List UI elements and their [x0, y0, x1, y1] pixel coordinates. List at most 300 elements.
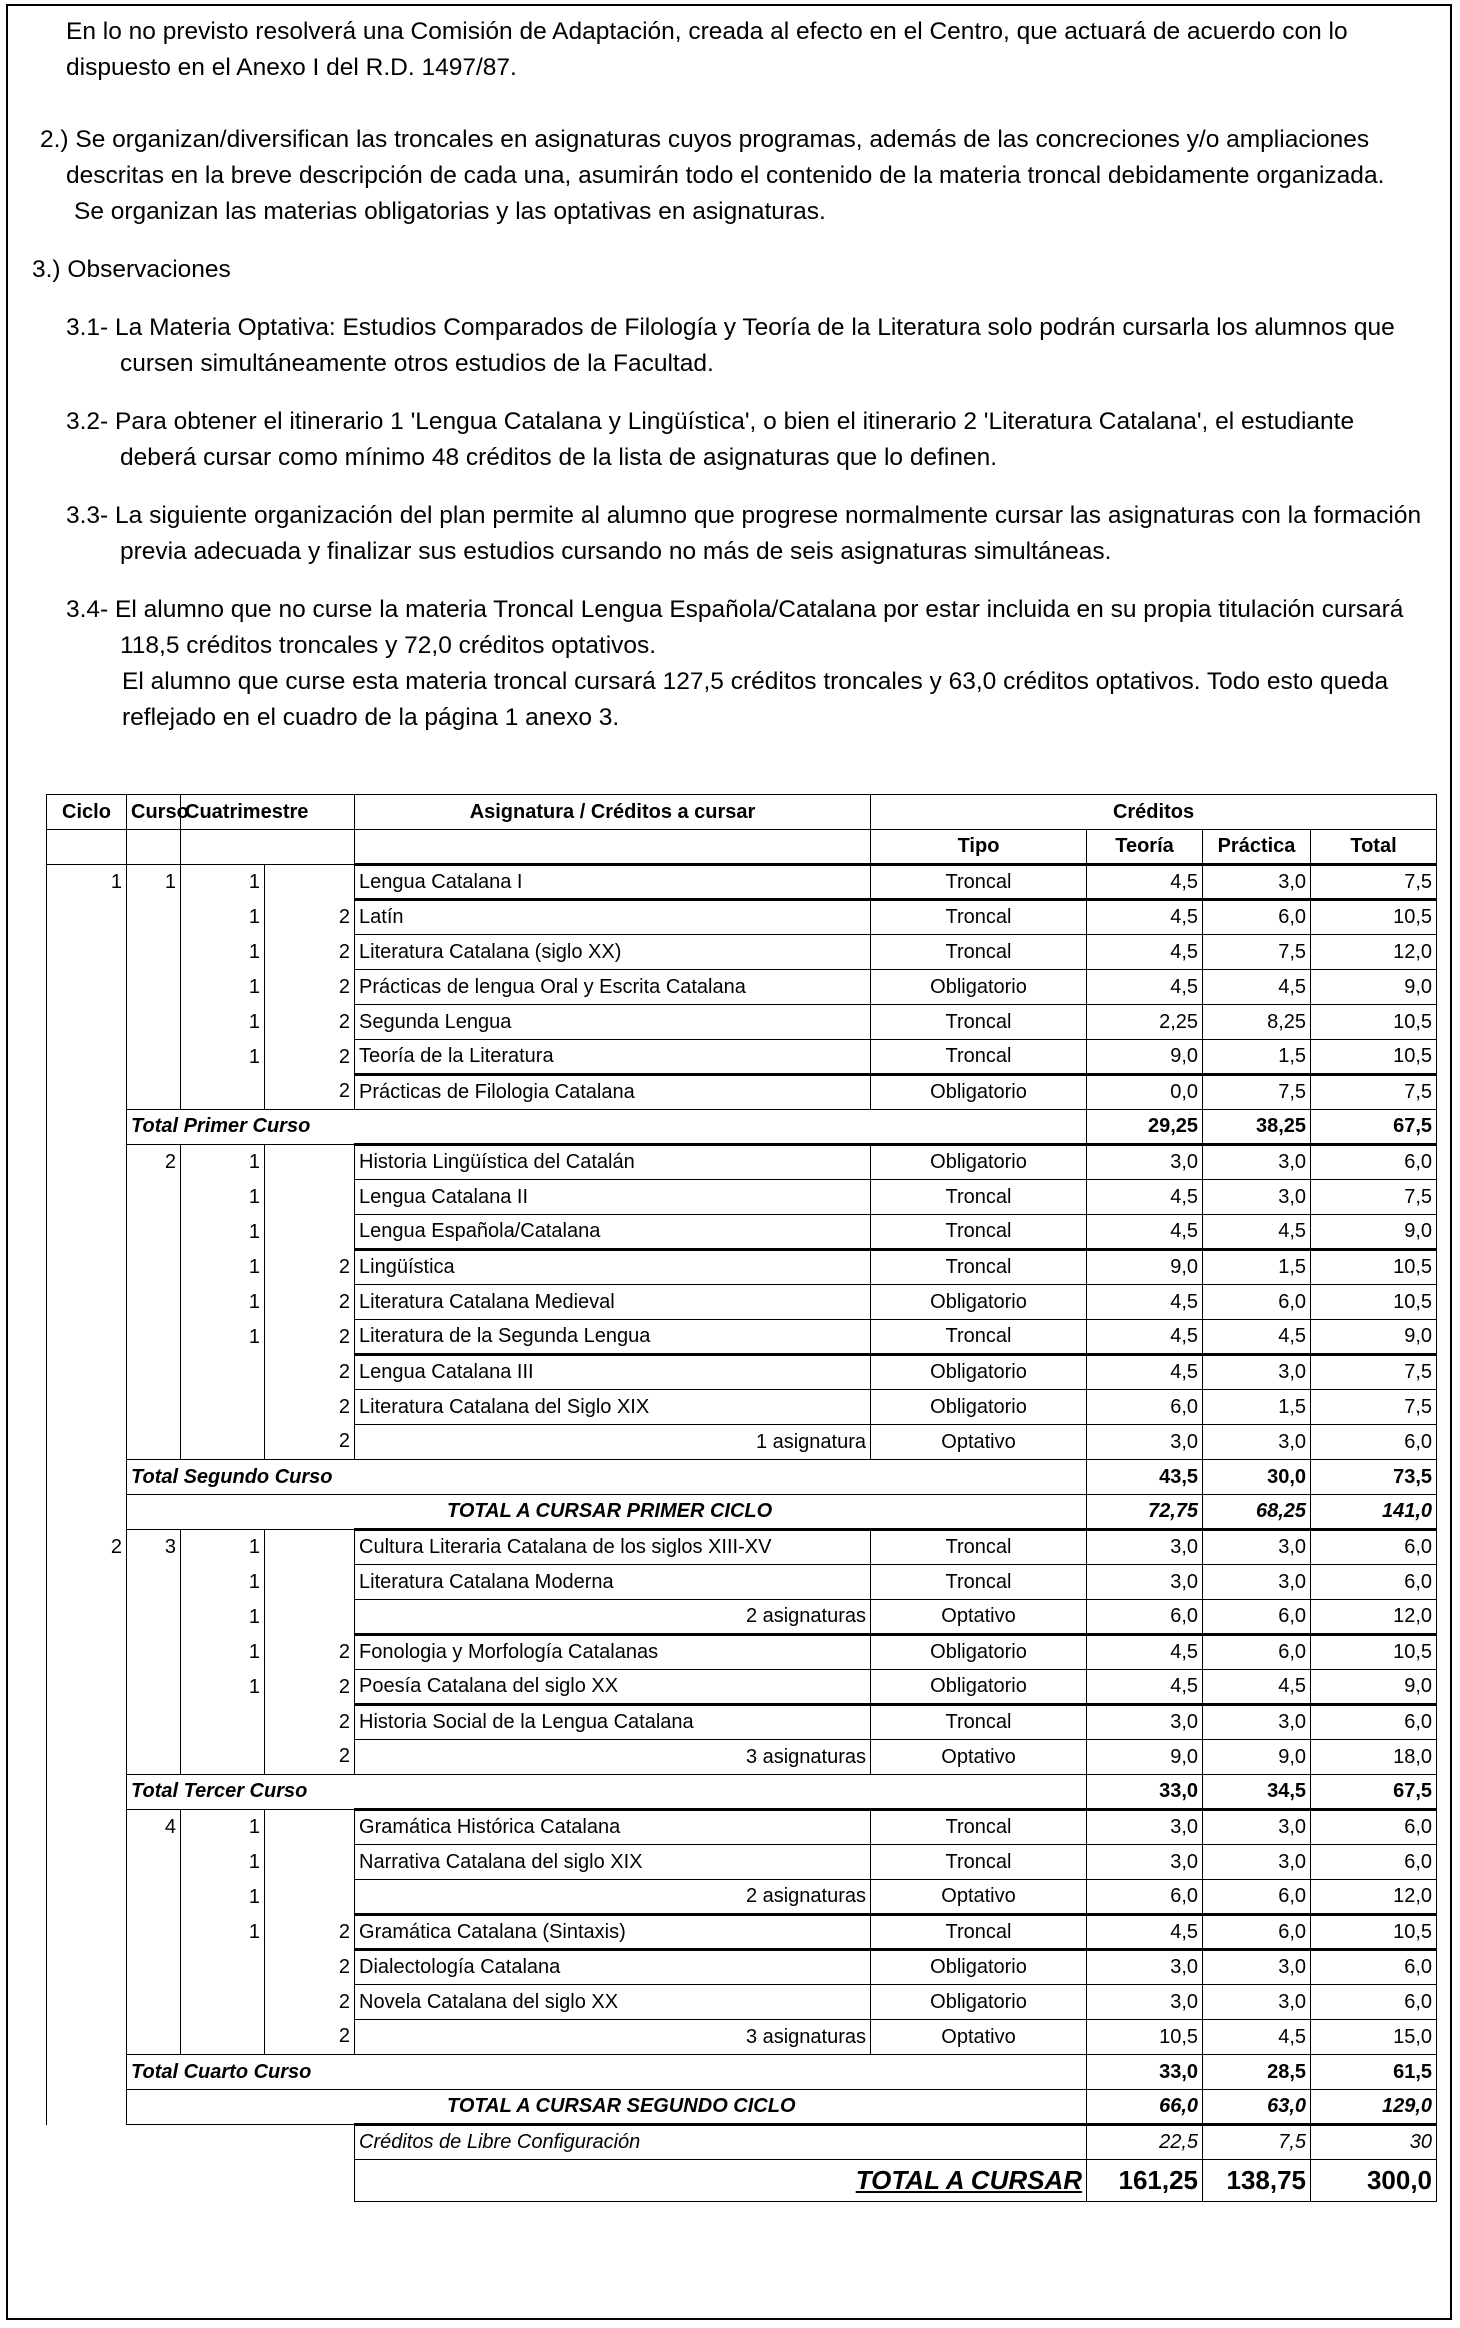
practica-value: 138,75 [1203, 2160, 1311, 2202]
table-row [47, 970, 1437, 1005]
total-value: 61,5 [1311, 2055, 1437, 2090]
total-label: TOTAL A CURSAR PRIMER CICLO [127, 1495, 1087, 1530]
total-value: 10,5 [1311, 1250, 1437, 1285]
practica-value: 6,0 [1203, 1915, 1311, 1950]
teoria-value: 33,0 [1087, 2055, 1203, 2090]
cuatrimestre-1-cell [181, 1075, 265, 1110]
cuatrimestre-2-cell: 2 [265, 1040, 355, 1075]
ciclo-cell [47, 1950, 127, 1985]
total-value: 12,0 [1311, 1880, 1437, 1915]
tipo-cell: Obligatorio [871, 1950, 1087, 1985]
curso-cell [127, 2020, 181, 2055]
curso-cell [127, 1845, 181, 1880]
practica-value: 3,0 [1203, 1985, 1311, 2020]
practica-value: 3,0 [1203, 1355, 1311, 1390]
asignatura-cell: 2 asignaturas [355, 1600, 871, 1635]
practica-value: 3,0 [1203, 1565, 1311, 1600]
curso-cell [127, 1075, 181, 1110]
tipo-cell: Troncal [871, 935, 1087, 970]
total-row-curso [47, 2055, 1437, 2090]
tipo-cell: Optativo [871, 1600, 1087, 1635]
teoria-value: 72,75 [1087, 1495, 1203, 1530]
curso-cell [127, 1985, 181, 2020]
table-row [47, 1740, 1437, 1775]
table-row [47, 1670, 1437, 1705]
teoria-value: 4,5 [1087, 1320, 1203, 1355]
teoria-value: 2,25 [1087, 1005, 1203, 1040]
asignatura-cell: Gramática Histórica Catalana [355, 1810, 871, 1845]
curso-cell [127, 1635, 181, 1670]
teoria-value: 4,5 [1087, 865, 1203, 900]
total-row-ciclo [47, 2090, 1437, 2125]
table-row [47, 1705, 1437, 1740]
ciclo-cell [47, 1670, 127, 1705]
tipo-cell: Troncal [871, 1215, 1087, 1250]
cuatrimestre-2-cell [265, 1215, 355, 1250]
ciclo-cell [47, 1320, 127, 1355]
table-row [47, 1425, 1437, 1460]
cuatrimestre-2-cell: 2 [265, 1285, 355, 1320]
cuatrimestre-1-cell: 1 [181, 900, 265, 935]
cuatrimestre-2-cell: 2 [265, 970, 355, 1005]
practica-value: 30,0 [1203, 1460, 1311, 1495]
cuatrimestre-2-cell [265, 1530, 355, 1565]
header-cuatrimestre: Cuatrimestre [181, 795, 355, 830]
total-value: 10,5 [1311, 1285, 1437, 1320]
table-row [47, 1040, 1437, 1075]
observacion-3-2-label: 3.2- [66, 408, 109, 435]
tipo-cell: Troncal [871, 1250, 1087, 1285]
total-label: Total Tercer Curso [127, 1775, 1087, 1810]
practica-value: 1,5 [1203, 1390, 1311, 1425]
cuatrimestre-1-cell [181, 1355, 265, 1390]
practica-value: 6,0 [1203, 1285, 1311, 1320]
tipo-cell: Optativo [871, 2020, 1087, 2055]
total-value: 6,0 [1311, 1705, 1437, 1740]
practica-value: 1,5 [1203, 1040, 1311, 1075]
cuatrimestre-1-cell [181, 2020, 265, 2055]
cuatrimestre-2-cell [265, 1600, 355, 1635]
practica-value: 3,0 [1203, 1810, 1311, 1845]
table-row [47, 1075, 1437, 1110]
total-value: 300,0 [1311, 2160, 1437, 2202]
teoria-value: 3,0 [1087, 1145, 1203, 1180]
total-label: Total Primer Curso [127, 1110, 1087, 1145]
table-row [47, 1950, 1437, 1985]
ciclo-cell [47, 935, 127, 970]
paragraph-comision: En lo no previsto resolverá una Comisión de Adaptación, creada al efecto en el Centro, que actuará de acuerdo con lo dispuesto en el Anexo I del R.D. 1497/87. [66, 18, 1348, 81]
teoria-value: 4,5 [1087, 1180, 1203, 1215]
plan-table [46, 794, 1437, 2202]
tipo-cell: Troncal [871, 1320, 1087, 1355]
cuatrimestre-2-cell [265, 1145, 355, 1180]
observacion-3-2-text: Para obtener el itinerario 1 'Lengua Catalana y Lingüística', o bien el itinerario 2 'Literatura Catalana', el estudiante deberá cursar como mínimo 48 créditos de la lista de asignaturas que lo definen. [115, 408, 1355, 471]
teoria-value: 3,0 [1087, 1705, 1203, 1740]
teoria-value: 29,25 [1087, 1110, 1203, 1145]
cuatrimestre-2-cell [265, 1845, 355, 1880]
paragraph-troncales-text: 2.) Se organizan/diversifican las troncales en asignaturas cuyos programas, además de las concreciones y/o ampliaciones descritas en la breve descripción de cada una, asumirán todo el contenido de la materia troncal debidamente organizada. [40, 126, 1385, 189]
practica-value: 6,0 [1203, 900, 1311, 935]
cuatrimestre-2-cell [265, 1180, 355, 1215]
practica-value: 1,5 [1203, 1250, 1311, 1285]
cuatrimestre-1-cell: 1 [181, 1250, 265, 1285]
header-blank [47, 830, 127, 865]
cuatrimestre-1-cell [181, 1985, 265, 2020]
ciclo-cell [47, 1845, 127, 1880]
cuatrimestre-1-cell: 1 [181, 1565, 265, 1600]
teoria-value: 3,0 [1087, 1985, 1203, 2020]
ciclo-cell [47, 900, 127, 935]
total-value: 6,0 [1311, 1425, 1437, 1460]
cuatrimestre-2-cell: 2 [265, 1250, 355, 1285]
teoria-value: 3,0 [1087, 1845, 1203, 1880]
total-value: 9,0 [1311, 970, 1437, 1005]
cuatrimestre-2-cell [265, 1810, 355, 1845]
total-label: Total Segundo Curso [127, 1460, 1087, 1495]
total-value: 6,0 [1311, 1565, 1437, 1600]
tipo-cell: Obligatorio [871, 1390, 1087, 1425]
curso-cell [127, 970, 181, 1005]
practica-value: 3,0 [1203, 1425, 1311, 1460]
practica-value: 4,5 [1203, 1320, 1311, 1355]
table-row [47, 1390, 1437, 1425]
header-practica: Práctica [1203, 830, 1311, 865]
asignatura-cell: Literatura Catalana del Siglo XIX [355, 1390, 871, 1425]
plan-body [47, 865, 1437, 2202]
header-teoria: Teoría [1087, 830, 1203, 865]
teoria-value: 4,5 [1087, 970, 1203, 1005]
total-label: Total Cuarto Curso [127, 2055, 1087, 2090]
table-row [47, 1985, 1437, 2020]
teoria-value: 4,5 [1087, 1670, 1203, 1705]
table-row [47, 1915, 1437, 1950]
practica-value: 34,5 [1203, 1775, 1311, 1810]
cuatrimestre-2-cell: 2 [265, 1425, 355, 1460]
cuatrimestre-1-cell: 1 [181, 1215, 265, 1250]
practica-value: 7,5 [1203, 2125, 1311, 2160]
total-value: 7,5 [1311, 1180, 1437, 1215]
cuatrimestre-1-cell: 1 [181, 1880, 265, 1915]
cuatrimestre-1-cell [181, 1950, 265, 1985]
asignatura-cell: Teoría de la Literatura [355, 1040, 871, 1075]
practica-value: 38,25 [1203, 1110, 1311, 1145]
ciclo-cell [47, 1250, 127, 1285]
ciclo-cell [47, 2055, 127, 2090]
observacion-3-3-text: La siguiente organización del plan permite al alumno que progrese normalmente cursar las asignaturas con la formación previa adecuada y finalizar sus estudios cursando no más de seis asignaturas simultáneas. [115, 502, 1422, 565]
cuatrimestre-1-cell [181, 1740, 265, 1775]
curso-cell [127, 1285, 181, 1320]
cuatrimestre-1-cell: 1 [181, 1810, 265, 1845]
tipo-cell: Obligatorio [871, 1145, 1087, 1180]
practica-value: 6,0 [1203, 1635, 1311, 1670]
total-label: TOTAL A CURSAR SEGUNDO CICLO [127, 2090, 1087, 2125]
total-value: 10,5 [1311, 1040, 1437, 1075]
cuatrimestre-1-cell [181, 1390, 265, 1425]
ciclo-cell: 2 [47, 1530, 127, 1565]
tipo-cell: Troncal [871, 865, 1087, 900]
ciclo-cell [47, 1810, 127, 1845]
curso-cell: 4 [127, 1810, 181, 1845]
observacion-3-4 [66, 592, 1436, 664]
paragraph-troncales [40, 122, 1436, 194]
total-label: Créditos de Libre Configuración [355, 2125, 1087, 2160]
cuatrimestre-1-cell: 1 [181, 1040, 265, 1075]
total-value: 12,0 [1311, 1600, 1437, 1635]
teoria-value: 4,5 [1087, 1285, 1203, 1320]
observacion-3-1-label: 3.1- [66, 314, 109, 341]
teoria-value: 3,0 [1087, 1810, 1203, 1845]
total-value: 18,0 [1311, 1740, 1437, 1775]
teoria-value: 6,0 [1087, 1600, 1203, 1635]
total-value: 10,5 [1311, 1915, 1437, 1950]
ciclo-cell [47, 1880, 127, 1915]
ciclo-cell [47, 1495, 127, 1530]
practica-value: 6,0 [1203, 1600, 1311, 1635]
cuatrimestre-1-cell [181, 1425, 265, 1460]
cuatrimestre-2-cell: 2 [265, 1320, 355, 1355]
teoria-value: 6,0 [1087, 1880, 1203, 1915]
header-blank [355, 830, 871, 865]
practica-value: 28,5 [1203, 2055, 1311, 2090]
cuatrimestre-1-cell: 1 [181, 1670, 265, 1705]
asignatura-cell: Latín [355, 900, 871, 935]
total-row-grand [47, 2160, 1437, 2202]
table-row [47, 1215, 1437, 1250]
tipo-cell: Troncal [871, 1005, 1087, 1040]
total-value: 73,5 [1311, 1460, 1437, 1495]
teoria-value: 3,0 [1087, 1530, 1203, 1565]
cuatrimestre-1-cell: 1 [181, 1635, 265, 1670]
asignatura-cell: Lengua Española/Catalana [355, 1215, 871, 1250]
asignatura-cell: 1 asignatura [355, 1425, 871, 1460]
curso-cell: 2 [127, 1145, 181, 1180]
table-row [47, 1810, 1437, 1845]
ciclo-cell [47, 1775, 127, 1810]
curso-cell [127, 1390, 181, 1425]
table-row [47, 1285, 1437, 1320]
ciclo-cell [47, 2020, 127, 2055]
curso-cell [127, 1950, 181, 1985]
asignatura-cell: Historia Lingüística del Catalán [355, 1145, 871, 1180]
ciclo-cell [47, 1600, 127, 1635]
cuatrimestre-1-cell: 1 [181, 1845, 265, 1880]
asignatura-cell: Literatura de la Segunda Lengua [355, 1320, 871, 1355]
ciclo-cell [47, 1285, 127, 1320]
teoria-value: 10,5 [1087, 2020, 1203, 2055]
curso-cell [127, 1215, 181, 1250]
practica-value: 6,0 [1203, 1880, 1311, 1915]
total-row-curso [47, 1775, 1437, 1810]
header-blank [181, 830, 355, 865]
tipo-cell: Optativo [871, 1425, 1087, 1460]
ciclo-cell [47, 1705, 127, 1740]
practica-value: 4,5 [1203, 1215, 1311, 1250]
total-value: 9,0 [1311, 1215, 1437, 1250]
total-value: 141,0 [1311, 1495, 1437, 1530]
ciclo-cell [47, 1565, 127, 1600]
header-tipo: Tipo [871, 830, 1087, 865]
observacion-3-1-text: La Materia Optativa: Estudios Comparados de Filología y Teoría de la Literatura solo podrán cursarla los alumnos que cursen simultáneamente otros estudios de la Facultad. [115, 314, 1395, 377]
cuatrimestre-2-cell: 2 [265, 1635, 355, 1670]
practica-value: 8,25 [1203, 1005, 1311, 1040]
asignatura-cell: Lengua Catalana III [355, 1355, 871, 1390]
total-value: 6,0 [1311, 1950, 1437, 1985]
practica-value: 9,0 [1203, 1740, 1311, 1775]
tipo-cell: Troncal [871, 1810, 1087, 1845]
asignatura-cell: Gramática Catalana (Sintaxis) [355, 1915, 871, 1950]
curso-cell [127, 1180, 181, 1215]
teoria-value: 4,5 [1087, 900, 1203, 935]
asignatura-cell: Lengua Catalana I [355, 865, 871, 900]
teoria-value: 4,5 [1087, 1215, 1203, 1250]
table-row [47, 1250, 1437, 1285]
observacion-3-4-b: El alumno que curse esta materia troncal cursará 127,5 créditos troncales y 63,0 créditos optativos. Todo esto queda reflejado en el cuadro de la página 1 anexo 3. [122, 668, 1389, 731]
total-row-curso [47, 1110, 1437, 1145]
tipo-cell: Obligatorio [871, 970, 1087, 1005]
total-value: 67,5 [1311, 1775, 1437, 1810]
cuatrimestre-1-cell [181, 1705, 265, 1740]
tipo-cell: Troncal [871, 1040, 1087, 1075]
total-value: 9,0 [1311, 1670, 1437, 1705]
total-value: 6,0 [1311, 1145, 1437, 1180]
teoria-value: 4,5 [1087, 1915, 1203, 1950]
asignatura-cell: Narrativa Catalana del siglo XIX [355, 1845, 871, 1880]
asignatura-cell: Fonologia y Morfología Catalanas [355, 1635, 871, 1670]
curso-cell [127, 1355, 181, 1390]
practica-value: 3,0 [1203, 1950, 1311, 1985]
practica-value: 3,0 [1203, 1530, 1311, 1565]
total-value: 67,5 [1311, 1110, 1437, 1145]
asignatura-cell: 2 asignaturas [355, 1880, 871, 1915]
header-creditos: Créditos [871, 795, 1437, 830]
cuatrimestre-1-cell: 1 [181, 1005, 265, 1040]
cuatrimestre-2-cell [265, 865, 355, 900]
curso-cell [127, 1320, 181, 1355]
table-row [47, 1180, 1437, 1215]
ciclo-cell [47, 1075, 127, 1110]
curso-cell: 3 [127, 1530, 181, 1565]
tipo-cell: Troncal [871, 900, 1087, 935]
total-row-curso [47, 1460, 1437, 1495]
tipo-cell: Obligatorio [871, 1985, 1087, 2020]
header-row-2 [47, 830, 1437, 865]
table-row [47, 935, 1437, 970]
total-value: 10,5 [1311, 1635, 1437, 1670]
observacion-3-2 [66, 404, 1436, 476]
table-row [47, 1880, 1437, 1915]
cuatrimestre-1-cell: 1 [181, 865, 265, 900]
tipo-cell: Obligatorio [871, 1670, 1087, 1705]
asignatura-cell: Literatura Catalana Medieval [355, 1285, 871, 1320]
curso-cell [127, 1740, 181, 1775]
cuatrimestre-1-cell: 1 [181, 970, 265, 1005]
practica-value: 4,5 [1203, 970, 1311, 1005]
asignatura-cell: Novela Catalana del siglo XX [355, 1985, 871, 2020]
asignatura-cell: Lengua Catalana II [355, 1180, 871, 1215]
intro-text [32, 14, 1436, 736]
table-row [47, 900, 1437, 935]
teoria-value: 3,0 [1087, 1425, 1203, 1460]
ciclo-cell [47, 2090, 127, 2125]
paragraph-materias: Se organizan las materias obligatorias y las optativas en asignaturas. [74, 198, 826, 225]
tipo-cell: Troncal [871, 1705, 1087, 1740]
ciclo-cell [47, 1005, 127, 1040]
cuatrimestre-2-cell: 2 [265, 1985, 355, 2020]
cuatrimestre-2-cell [265, 1880, 355, 1915]
ciclo-cell: 1 [47, 865, 127, 900]
curso-cell [127, 1915, 181, 1950]
cuatrimestre-1-cell: 1 [181, 1530, 265, 1565]
practica-value: 3,0 [1203, 1145, 1311, 1180]
grand-total-label: TOTAL A CURSAR [355, 2160, 1087, 2202]
ciclo-cell [47, 1110, 127, 1145]
teoria-value: 9,0 [1087, 1040, 1203, 1075]
curso-cell [127, 1005, 181, 1040]
total-value: 30 [1311, 2125, 1437, 2160]
curso-cell [127, 900, 181, 935]
observacion-3-1 [66, 310, 1436, 382]
ciclo-cell [47, 970, 127, 1005]
asignatura-cell: Segunda Lengua [355, 1005, 871, 1040]
cuatrimestre-2-cell: 2 [265, 1390, 355, 1425]
practica-value: 63,0 [1203, 2090, 1311, 2125]
tipo-cell: Obligatorio [871, 1635, 1087, 1670]
teoria-value: 9,0 [1087, 1740, 1203, 1775]
curso-cell: 1 [127, 865, 181, 900]
tipo-cell: Troncal [871, 1845, 1087, 1880]
cuatrimestre-2-cell: 2 [265, 900, 355, 935]
curso-cell [127, 1880, 181, 1915]
table-row [47, 1145, 1437, 1180]
ciclo-cell [47, 1180, 127, 1215]
header-total: Total [1311, 830, 1437, 865]
curso-cell [127, 1040, 181, 1075]
tipo-cell: Obligatorio [871, 1075, 1087, 1110]
cuatrimestre-2-cell: 2 [265, 1705, 355, 1740]
teoria-value: 0,0 [1087, 1075, 1203, 1110]
teoria-value: 3,0 [1087, 1950, 1203, 1985]
cuatrimestre-2-cell: 2 [265, 1005, 355, 1040]
curso-cell [127, 1250, 181, 1285]
cuatrimestre-1-cell: 1 [181, 1600, 265, 1635]
ciclo-cell [47, 1390, 127, 1425]
asignatura-cell: Literatura Catalana Moderna [355, 1565, 871, 1600]
table-row [47, 1320, 1437, 1355]
asignatura-cell: 3 asignaturas [355, 2020, 871, 2055]
ciclo-cell [47, 1355, 127, 1390]
header-row-1 [47, 795, 1437, 830]
teoria-value: 6,0 [1087, 1390, 1203, 1425]
teoria-value: 4,5 [1087, 935, 1203, 970]
total-value: 10,5 [1311, 900, 1437, 935]
header-ciclo: Ciclo [47, 795, 127, 830]
tipo-cell: Troncal [871, 1915, 1087, 1950]
total-value: 10,5 [1311, 1005, 1437, 1040]
total-value: 7,5 [1311, 865, 1437, 900]
cuatrimestre-1-cell: 1 [181, 1145, 265, 1180]
practica-value: 3,0 [1203, 1845, 1311, 1880]
practica-value: 7,5 [1203, 1075, 1311, 1110]
curso-cell [127, 935, 181, 970]
practica-value: 4,5 [1203, 2020, 1311, 2055]
teoria-value: 22,5 [1087, 2125, 1203, 2160]
asignatura-cell: 3 asignaturas [355, 1740, 871, 1775]
tipo-cell: Troncal [871, 1565, 1087, 1600]
cuatrimestre-2-cell: 2 [265, 1915, 355, 1950]
ciclo-cell [47, 1985, 127, 2020]
cuatrimestre-2-cell: 2 [265, 935, 355, 970]
total-value: 6,0 [1311, 1845, 1437, 1880]
